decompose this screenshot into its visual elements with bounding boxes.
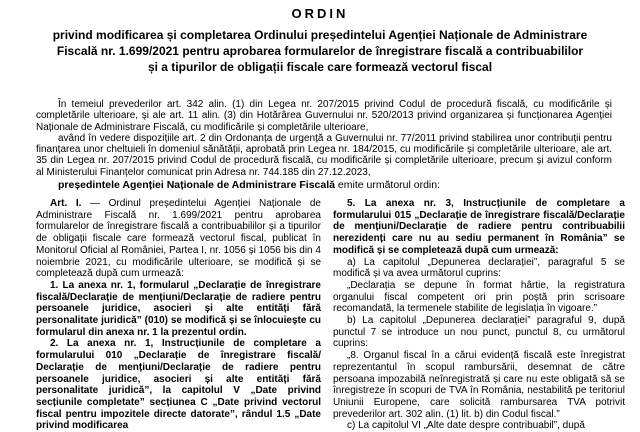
document-subtitle [30, 27, 610, 75]
preamble [36, 99, 612, 178]
subtitle-line: și a tipurilor de obligații fiscale care formează vectorul fiscal [147, 60, 493, 74]
sub-item-a: a) La capitolul „Depunerea declarației”, paragraful 5 se modifică și va avea următorul cuprins: [333, 256, 625, 280]
article-one [36, 198, 321, 280]
item-2: 2. La anexa nr. 1, Instrucțiunile de completare a formularului 010 „Declarație de înregistrare fiscală/ Declarație de mențiuni/Declarație de radiere pentru persoanele juridice, asocieri și alte entități fără personalitate juridică”, la capitolul V „Date privind secțiunile completate” secțiunea C „Date privind vectorul fiscal pentru impozitele directe datorate”, rândul 1.5 „Date privind modificarea [36, 338, 321, 432]
issuer-suffix: emite următorul ordin: [334, 179, 441, 191]
right-column [333, 198, 625, 432]
article-text: — Ordinul președintelui Agenției Naționale de Administrare Fiscală nr. 1.699/2021 pentru aprobarea formularelor de înregistrare fiscală a contribuabililor și a tipurilor de obligații fiscale care formează vectorul fiscal, publicat în Monitorul Oficial al României, Partea I, nr. 1056 și 1056 bis din 4 noiembrie 2021, cu modificările ulterioare, se modifică și se completează după cum urmează: [36, 198, 321, 280]
preamble-considerations: având în vedere dispozițiile art. 2 din Ordonanța de urgență a Guvernului nr. 77/2011 privind stabilirea unor contribuții pentru finanțarea unor cheltuieli în domeniul sănătății, aprobată prin Legea nr. 184/2015, cu modificările și completările ulterioare, ale art. 35 din Legea nr. 207/2015 privind Codul de procedură fiscală, cu modificările și completările ulterioare, precum și avizul conform al Ministerului Finanțelor comunicat prin Adresa nr. 744.185 din 27.12.2023, [36, 132, 612, 178]
preamble-legal-basis: În temeiul prevederilor art. 342 alin. (1) din Legea nr. 207/2015 privind Codul de procedură fiscală, cu modificările și completările ulterioare, și ale art. 11 alin. (3) din Hotărârea Guvernului nr. 520/2013 privind organizarea și funcționarea Agenției Naționale de Administrare Fiscală, cu modificările și completările ulterioare, [36, 99, 612, 133]
issuance-statement [36, 179, 612, 191]
sub-item-c: c) La capitolul VI „Alte date despre contribuabil”, după [347, 420, 585, 432]
issuer: președintele Agenției Naționale de Administrare Fiscală [58, 179, 335, 191]
left-column [36, 198, 321, 432]
subtitle-line: privind modificarea și completarea Ordinului președintelui Agenției Naționale de Administrare [52, 28, 588, 42]
sub-item-b: b) La capitolul „Depunerea declarației” paragraful 9, după punctul 7 se introduce un nou punct, punctul 8, cu următorul cuprins: [333, 315, 625, 350]
article-label: Art. I. [50, 198, 82, 209]
item-5: 5. La anexa nr. 3, Instrucțiunile de completare a formularului 015 „Declarație de înregistrare fiscală/Declarație de mențiuni/Declarație de radiere pentru contribuabilii nerezidenți care nu au sediu permanent în România” se modifică și se completează după cum urmează: [333, 198, 625, 256]
item-1: 1. La anexa nr. 1, formularul „Declarație de înregistrare fiscală/Declarație de mențiuni/Declarație de radiere pentru persoanele juridice, asocieri și alte entități fără personalitate juridică” (010) se modifică și se înlocuiește cu formularul din anexa nr. 1 la prezentul ordin. [36, 279, 321, 338]
subtitle-line: Fiscală nr. 1.699/2021 pentru aprobarea formularelor de înregistrare fiscală a contribuabililor [56, 44, 584, 58]
quote-a: „Declarația se depune în format hârtie, la registratura organului fiscal competent ori prin poștă prin scrisoare recomandată, la termenele stabilite de legislația în vigoare.” [333, 279, 625, 315]
document-title: ORDIN [291, 6, 349, 21]
quote-b: „8. Organul fiscal în a cărui evidență fiscală este înregistrat reprezentantul în scopul rambursării, desemnat de către persoana impozabilă neînregistrată și care nu este obligată să se înregistreze în scopuri de TVA în România, nestabilită pe teritoriul Uniunii Europene, care solicită rambursarea TVA potrivit prevederilor art. 302 alin. (1) lit. b) din Codul fiscal.” [333, 350, 625, 420]
